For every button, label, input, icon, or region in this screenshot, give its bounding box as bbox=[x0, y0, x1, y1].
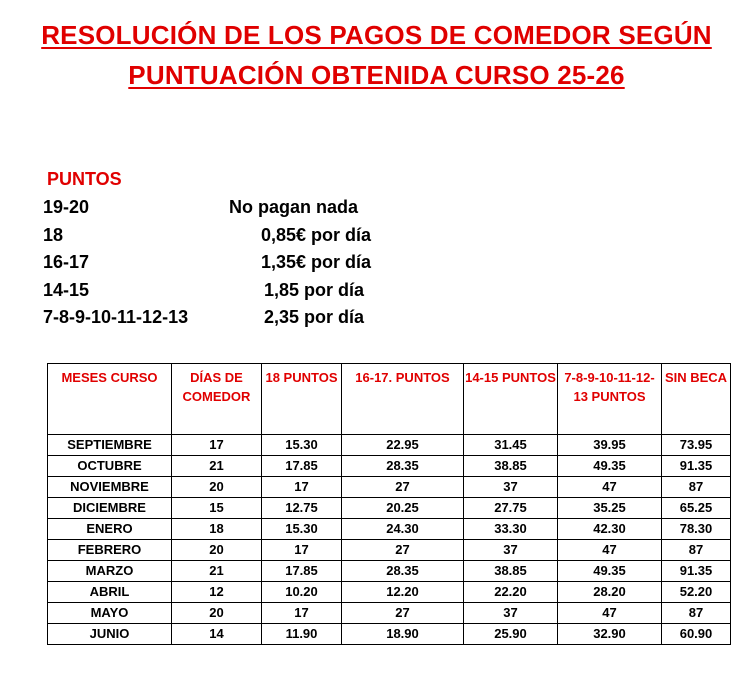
cell-month: MAYO bbox=[48, 603, 172, 624]
cell-days: 17 bbox=[172, 435, 262, 456]
cell-pts-16-17: 28.35 bbox=[342, 456, 464, 477]
cell-pts-16-17: 28.35 bbox=[342, 561, 464, 582]
cell-pts-7-13: 39.95 bbox=[558, 435, 662, 456]
header-7-13-puntos: 7-8-9-10-11-12-13 PUNTOS bbox=[558, 364, 662, 435]
cell-pts-14-15: 37 bbox=[464, 603, 558, 624]
cell-pts-14-15: 25.90 bbox=[464, 624, 558, 645]
cell-pts-7-13: 49.35 bbox=[558, 456, 662, 477]
cell-pts-16-17: 22.95 bbox=[342, 435, 464, 456]
cell-sin-beca: 91.35 bbox=[662, 561, 731, 582]
cell-month: JUNIO bbox=[48, 624, 172, 645]
page-title-line-1 bbox=[0, 19, 753, 51]
cell-month: ABRIL bbox=[48, 582, 172, 603]
points-row bbox=[43, 251, 383, 279]
points-heading: PUNTOS bbox=[47, 169, 122, 189]
cell-days: 20 bbox=[172, 477, 262, 498]
cell-pts-16-17: 27 bbox=[342, 477, 464, 498]
cell-days: 21 bbox=[172, 561, 262, 582]
cell-month: SEPTIEMBRE bbox=[48, 435, 172, 456]
cell-pts-18: 17 bbox=[262, 603, 342, 624]
cell-pts-16-17: 12.20 bbox=[342, 582, 464, 603]
points-range: 16-17 bbox=[43, 252, 90, 272]
cell-sin-beca: 52.20 bbox=[662, 582, 731, 603]
cell-pts-18: 17.85 bbox=[262, 456, 342, 477]
points-payment: No pagan nada bbox=[229, 197, 359, 217]
cell-pts-7-13: 32.90 bbox=[558, 624, 662, 645]
table-body bbox=[48, 435, 731, 645]
cell-pts-18: 12.75 bbox=[262, 498, 342, 519]
cell-pts-7-13: 47 bbox=[558, 603, 662, 624]
table-row bbox=[48, 624, 731, 645]
page-title-line-2 bbox=[0, 59, 753, 91]
header-sin-beca: SIN BECA bbox=[662, 364, 731, 435]
cell-pts-14-15: 37 bbox=[464, 477, 558, 498]
header-meses-curso: MESES CURSO bbox=[48, 364, 172, 435]
cell-month: NOVIEMBRE bbox=[48, 477, 172, 498]
cell-pts-16-17: 20.25 bbox=[342, 498, 464, 519]
cell-days: 12 bbox=[172, 582, 262, 603]
cell-pts-14-15: 37 bbox=[464, 540, 558, 561]
table-row bbox=[48, 582, 731, 603]
page-title-line-1-text: RESOLUCIÓN DE LOS PAGOS DE COMEDOR SEGÚN bbox=[41, 20, 712, 50]
cell-pts-18: 17 bbox=[262, 477, 342, 498]
cell-pts-7-13: 35.25 bbox=[558, 498, 662, 519]
cell-sin-beca: 60.90 bbox=[662, 624, 731, 645]
table-row bbox=[48, 477, 731, 498]
header-16-17-puntos: 16-17. PUNTOS bbox=[342, 364, 464, 435]
header-14-15-puntos: 14-15 PUNTOS bbox=[464, 364, 558, 435]
cell-sin-beca: 87 bbox=[662, 477, 731, 498]
cell-pts-18: 10.20 bbox=[262, 582, 342, 603]
cell-pts-18: 17 bbox=[262, 540, 342, 561]
points-row bbox=[43, 196, 383, 224]
fees-table bbox=[47, 363, 731, 645]
table-row bbox=[48, 519, 731, 540]
cell-sin-beca: 73.95 bbox=[662, 435, 731, 456]
cell-pts-7-13: 49.35 bbox=[558, 561, 662, 582]
cell-month: ENERO bbox=[48, 519, 172, 540]
cell-pts-18: 15.30 bbox=[262, 519, 342, 540]
cell-pts-14-15: 38.85 bbox=[464, 456, 558, 477]
cell-month: DICIEMBRE bbox=[48, 498, 172, 519]
points-payment: 1,85 por día bbox=[263, 279, 364, 300]
cell-days: 15 bbox=[172, 498, 262, 519]
table-row bbox=[48, 435, 731, 456]
cell-pts-16-17: 18.90 bbox=[342, 624, 464, 645]
table-row bbox=[48, 456, 731, 477]
cell-pts-14-15: 22.20 bbox=[464, 582, 558, 603]
cell-sin-beca: 91.35 bbox=[662, 456, 731, 477]
table-header-row bbox=[48, 364, 731, 435]
cell-pts-16-17: 27 bbox=[342, 540, 464, 561]
cell-days: 14 bbox=[172, 624, 262, 645]
points-row bbox=[43, 224, 383, 252]
cell-pts-7-13: 47 bbox=[558, 540, 662, 561]
cell-month: OCTUBRE bbox=[48, 456, 172, 477]
cell-days: 20 bbox=[172, 540, 262, 561]
header-dias-comedor: DÍAS DE COMEDOR bbox=[172, 364, 262, 435]
cell-pts-16-17: 24.30 bbox=[342, 519, 464, 540]
points-row bbox=[43, 279, 383, 307]
cell-pts-18: 11.90 bbox=[262, 624, 342, 645]
cell-pts-18: 17.85 bbox=[262, 561, 342, 582]
cell-pts-14-15: 33.30 bbox=[464, 519, 558, 540]
cell-month: MARZO bbox=[48, 561, 172, 582]
cell-month: FEBRERO bbox=[48, 540, 172, 561]
table-row bbox=[48, 603, 731, 624]
cell-sin-beca: 87 bbox=[662, 540, 731, 561]
cell-days: 18 bbox=[172, 519, 262, 540]
points-list bbox=[43, 196, 383, 334]
table-row bbox=[48, 498, 731, 519]
page-title-line-2-text: PUNTUACIÓN OBTENIDA CURSO 25-26 bbox=[128, 60, 625, 90]
points-payment: 0,85€ por día bbox=[260, 224, 371, 245]
cell-pts-14-15: 27.75 bbox=[464, 498, 558, 519]
points-range: 19-20 bbox=[43, 197, 90, 217]
cell-pts-14-15: 38.85 bbox=[464, 561, 558, 582]
cell-pts-16-17: 27 bbox=[342, 603, 464, 624]
points-row bbox=[43, 306, 383, 334]
cell-pts-7-13: 42.30 bbox=[558, 519, 662, 540]
points-range: 18 bbox=[43, 224, 64, 245]
points-range: 7-8-9-10-11-12-13 bbox=[43, 307, 189, 327]
cell-sin-beca: 65.25 bbox=[662, 498, 731, 519]
points-range: 14-15 bbox=[43, 279, 90, 300]
cell-days: 20 bbox=[172, 603, 262, 624]
cell-sin-beca: 78.30 bbox=[662, 519, 731, 540]
points-payment: 1,35€ por día bbox=[260, 252, 371, 272]
cell-pts-14-15: 31.45 bbox=[464, 435, 558, 456]
cell-pts-7-13: 47 bbox=[558, 477, 662, 498]
table-row bbox=[48, 561, 731, 582]
header-18-puntos: 18 PUNTOS bbox=[262, 364, 342, 435]
cell-pts-7-13: 28.20 bbox=[558, 582, 662, 603]
cell-sin-beca: 87 bbox=[662, 603, 731, 624]
points-payment: 2,35 por día bbox=[263, 307, 364, 327]
table-row bbox=[48, 540, 731, 561]
cell-pts-18: 15.30 bbox=[262, 435, 342, 456]
cell-days: 21 bbox=[172, 456, 262, 477]
